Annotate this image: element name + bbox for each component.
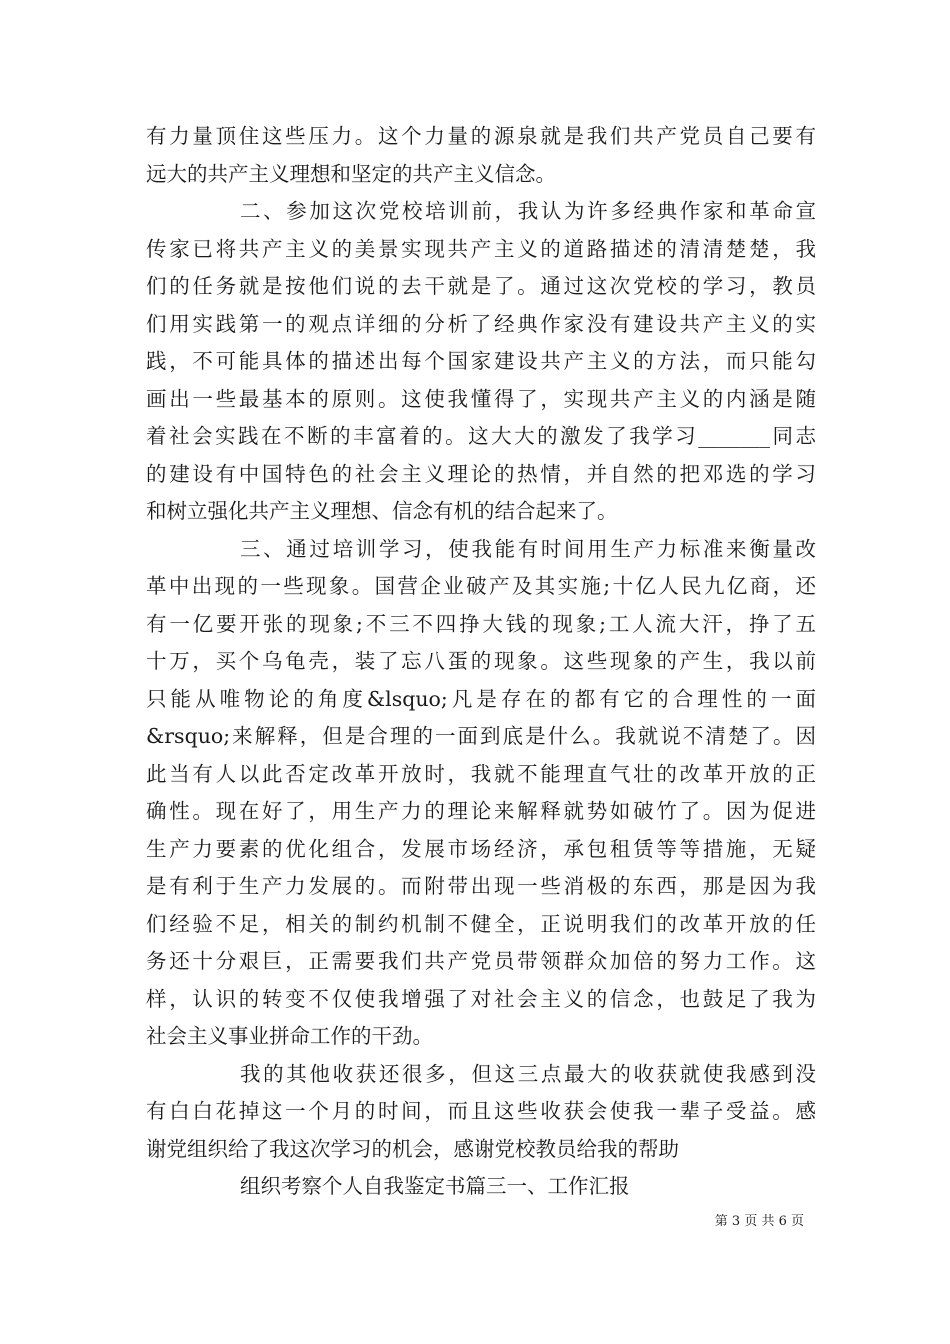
section-heading-line: 二、参加这次党校培训前，我认为许多经典作家和革命宣 <box>240 199 816 223</box>
text-line: 社会主义事业拼命工作的干劲。 <box>146 1024 433 1048</box>
text-line: 有白白花掉这一个月的时间，而且这些收获会使我一辈子受益。感 <box>146 1099 816 1123</box>
text-line: 传家已将共产主义的美景实现共产主义的道路描述的清清楚楚，我 <box>146 236 816 261</box>
page-number-footer: 第 3 页 共 6 页 <box>714 1213 804 1229</box>
text-line: 是有利于生产力发展的。而附带出现一些消极的东西，那是因为我 <box>146 874 816 898</box>
text-line: 画出一些最基本的原则。这使我懂得了，实现共产主义的内涵是随 <box>146 386 816 411</box>
text-line: 生产力要素的优化组合，发展市场经济，承包租赁等等措施，无疑 <box>146 836 816 861</box>
text-line: 们的任务就是按他们说的去干就是了。通过这次党校的学习，教员 <box>146 274 816 298</box>
text-line: 们用实践第一的观点详细的分析了经典作家没有建设共产主义的实 <box>146 311 816 336</box>
text-line: &rsquo;来解释，但是合理的一面到底是什么。我就说不清楚了。因 <box>146 724 816 748</box>
section-title-line: 组织考察个人自我鉴定书篇三一、工作汇报 <box>240 1174 630 1198</box>
section-heading-line: 三、通过培训学习，使我能有时间用生产力标准来衡量改 <box>240 536 816 561</box>
text-line: 远大的共产主义理想和坚定的共产主义信念。 <box>146 161 556 186</box>
text-line: 样，认识的转变不仅使我增强了对社会主义的信念，也鼓足了我为 <box>146 986 816 1011</box>
text-line: 的建设有中国特色的社会主义理论的热情，并自然的把邓选的学习 <box>146 461 816 486</box>
text-line: 务还十分艰巨，正需要我们共产党员带领群众加倍的努力工作。这 <box>146 949 816 973</box>
text-line: 十万，买个乌龟壳，装了忘八蛋的现象。这些现象的产生，我以前 <box>146 649 816 673</box>
text-line: 有一亿要开张的现象;不三不四挣大钱的现象;工人流大汗，挣了五 <box>146 611 816 636</box>
paragraph-start-line: 我的其他收获还很多，但这三点最大的收获就使我感到没 <box>240 1061 816 1086</box>
text-line: 有力量顶住这些压力。这个力量的源泉就是我们共产党员自己要有 <box>146 124 816 148</box>
text-line: 和树立强化共产主义理想、信念有机的结合起来了。 <box>146 499 618 523</box>
text-line: 谢党组织给了我这次学习的机会，感谢党校教员给我的帮助 <box>146 1136 679 1161</box>
text-line: 践，不可能具体的描述出每个国家建设共产主义的方法，而只能勾 <box>146 349 816 373</box>
text-line: 们经验不足，相关的制约机制不健全，正说明我们的改革开放的任 <box>146 911 816 936</box>
text-line: 革中出现的一些现象。国营企业破产及其实施;十亿人民九亿商，还 <box>146 574 816 598</box>
text-line: 此当有人以此否定改革开放时，我就不能理直气壮的改革开放的正 <box>146 761 816 786</box>
text-line: 着社会实践在不断的丰富着的。这大大的激发了我学习_______同志 <box>146 424 816 448</box>
text-line: 只能从唯物论的角度&lsquo;凡是存在的都有它的合理性的一面 <box>146 686 816 711</box>
text-line: 确性。现在好了，用生产力的理论来解释就势如破竹了。因为促进 <box>146 799 816 823</box>
